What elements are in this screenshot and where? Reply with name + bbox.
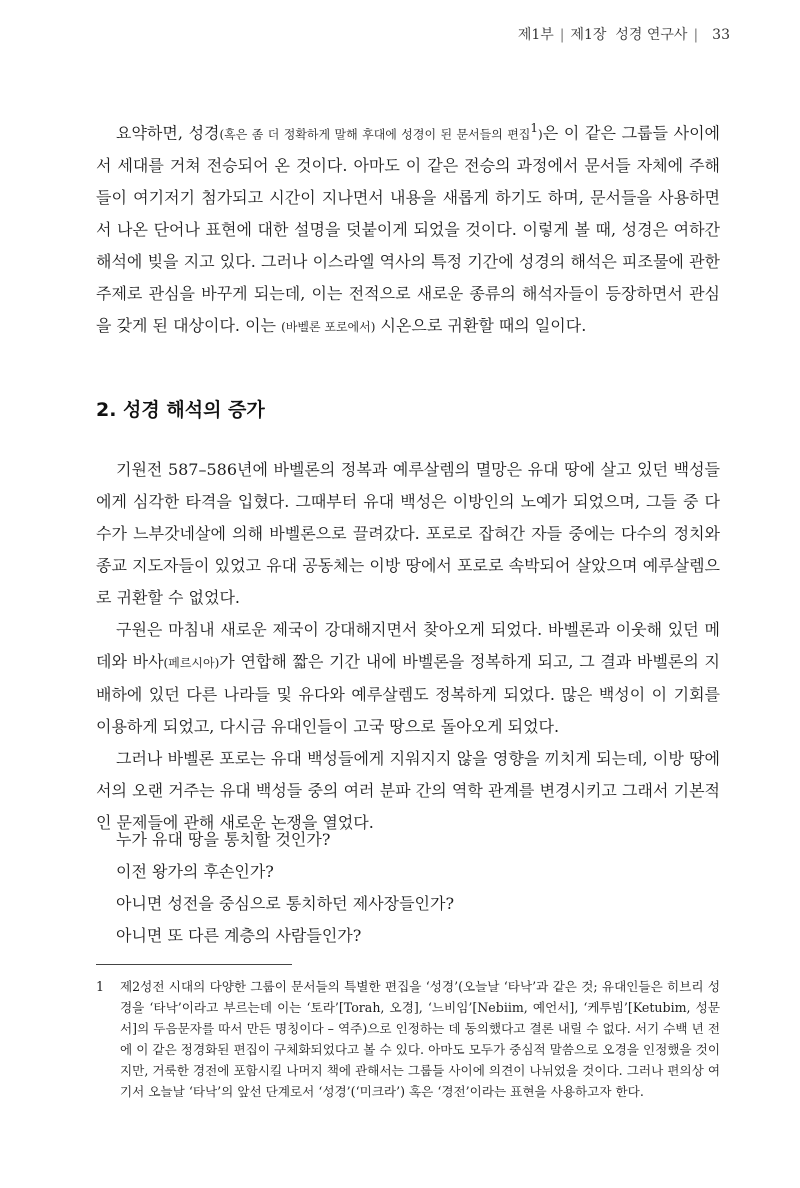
p1-text-a: 요약하면, 성경 [116,123,220,143]
footnote-number: 1 [96,979,105,994]
paragraph-salvation [96,614,720,743]
section-2-body [96,454,720,839]
running-header [518,24,730,44]
p3-text-b: 가 연합해 짧은 기간 내에 바벨론을 정복하게 되고, 그 결과 바벨론의 지배하에 있던 다른 나라들 및 유다와 예루살렘도 정복하게 되었다. 많은 백성이 이 기회를 이용하게 되었고, 다시금 유대인들이 고국 땅으로 돌아오게 되었다. [96,652,720,736]
question-item: 누가 유대 땅을 통치할 것인가? [116,830,331,849]
header-divider: | [559,27,565,43]
question-item: 이전 왕가의 후손인가? [116,862,274,881]
footnote [96,976,720,1102]
p3-text-a: 구원은 마침내 새로운 제국이 강대해지면서 찾아오게 되었다. 바벨론과 이웃해 있던 메데와 바사 [96,620,720,671]
p1-text-c: 시온으로 귀환할 때의 일이다. [375,316,587,336]
section-heading: 2. 성경 해석의 증가 [96,399,265,421]
p1-paren-close: ) [538,127,543,142]
p1-parenthetical: (혹은 좀 더 정확하게 말해 후대에 성경이 된 문서들의 편집 [219,127,531,142]
paragraph-summary [96,112,720,343]
p1-text-b: 은 이 같은 그룹들 사이에서 세대를 거쳐 전승되어 온 것이다. 아마도 이 같은 전승의 과정에서 문서들 자체에 주해들이 여기저기 첨가되고 시간이 지나면서 내용을 새롭게 하기도 하며, 문서들을 사용하면서 나온 단어나 표현에 대한 설명을 덧붙이게 되었을 것이다. 이렇게 볼 때, 성경은 여하간 해석에 빚을 지고 있다. 그러나 이스라엘 역사의 특정 기간에 성경의 해석은 피조물에 관한 주제로 관심을 바꾸게 되는데, 이는 전적으로 새로운 종류의 해석자들이 등장하면서 관심을 갖게 된 대상이다. 이는 [96,123,720,336]
header-chapter: 제1장 [570,27,607,43]
question-item: 아니면 성전을 중심으로 통치하던 제사장들인가? [116,894,455,913]
header-divider: | [693,27,699,43]
p3-parenthetical: (페르시아) [163,656,220,670]
p1-parenthetical-2: (바벨론 포로에서) [281,320,376,335]
header-title: 성경 연구사 [615,27,688,43]
footnote-ref[interactable]: 1 [530,121,539,135]
section-1-body [96,112,720,343]
footnote-divider [96,964,292,965]
header-part: 제1부 [517,27,554,43]
question-list [116,824,454,952]
footnote-text: 제2성전 시대의 다양한 그룹이 문서들의 특별한 편집을 ‘성경’(오늘날 ‘타낙’과 같은 것; 유대인들은 히브리 성경을 ‘타낙’이라고 부르는데 이는 ‘토라’[Torah, 오경], ‘느비임’[Nebiim, 예언서], ‘케투빔’[Ketubim, 성문서]의 두음문자를 따서 만든 명칭이다 – 역주)으로 인정하는 데 동의했다고 결론 내릴 수 없다. 서기 수백 년 전에 이 같은 정경화된 편집이 구체화되었다고 볼 수 있다. 아마도 모두가 중심적 말씀으로 오경을 인정했을 것이지만, 거룩한 경전에 포함시킬 나머지 책에 관해서는 그룹들 사이에 의견이 나뉘었을 것이다. 그러나 편의상 여기서 오늘날 ‘타낙’의 앞선 단계로서 ‘성경’(‘미크라’) 혹은 ‘경전’이라는 표현을 사용하고자 한다. [120,979,720,1099]
question-item: 아니면 또 다른 계층의 사람들인가? [116,926,362,945]
paragraph-babylon-conquest: 기원전 587–586년에 바벨론의 정복과 예루살렘의 멸망은 유대 땅에 살고 있던 백성들에게 심각한 타격을 입혔다. 그때부터 유대 백성은 이방인의 노예가 되었으며, 그들 중 다수가 느부갓네살에 의해 바벨론으로 끌려갔다. 포로로 잡혀간 자들 중에는 다수의 정치와 종교 지도자들이 있었고 유대 공동체는 이방 땅에서 포로로 속박되어 살았으며 예루살렘으로 귀환할 수 없었다. [96,460,720,607]
page-number: 33 [712,27,730,43]
paragraph-exile-influence: 그러나 바벨론 포로는 유대 백성들에게 지워지지 않을 영향을 끼치게 되는데, 이방 땅에서의 오랜 거주는 유대 백성들 중의 여러 분파 간의 역학 관계를 변경시키고 그래서 기본적인 문제들에 관해 새로운 논쟁을 열었다. [96,749,720,832]
